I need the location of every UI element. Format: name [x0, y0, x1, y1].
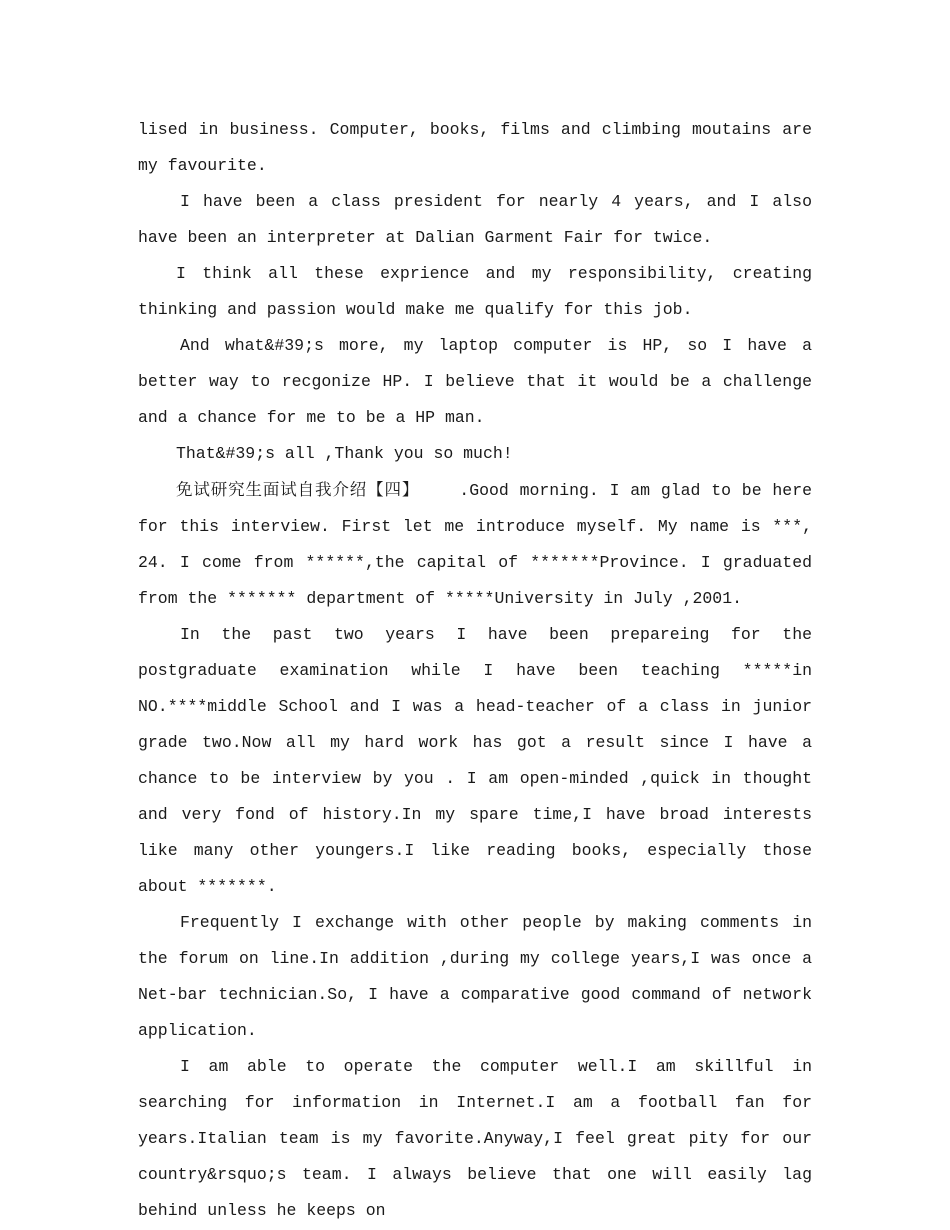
section-heading: 免试研究生面试自我介绍【四】 — [176, 480, 420, 499]
paragraph-9: I am able to operate the computer well.I am skillful in searching for information in Internet.I am a football fan for years.Italian team is my favorite.Anyway,I feel great pity for our country&rsquo;s team. I always believe that one will easily lag behind unless he keeps on — [138, 1057, 812, 1220]
paragraph-2: I have been a class president for nearly 4 years, and I also have been an interpreter at Dalian Garment Fair for twice. — [138, 192, 812, 247]
paragraph-7: In the past two years I have been prepareing for the postgraduate examination while I have been teaching *****in NO.****middle School and I was a head-teacher of a class in junior grade two.Now all my hard work has got a result since I have a chance to be interview by you . I am open-minded ,quick in thought and very fond of history.In my spare time,I have broad interests like many other youngers.I like reading books, especially those about *******. — [138, 625, 812, 896]
paragraph-5: That&#39;s all ,Thank you so much! — [176, 444, 513, 463]
paragraph-3: I think all these exprience and my responsibility, creating thinking and passion would make me qualify for this job. — [138, 264, 812, 319]
paragraph-4: And what&#39;s more, my laptop computer is HP, so I have a better way to recgonize HP. I believe that it would be a challenge and a chance for me to be a HP man. — [138, 336, 812, 427]
paragraph-1: lised in business. Computer, books, films and climbing moutains are my favourite. — [138, 120, 812, 175]
document-page — [138, 112, 812, 1229]
paragraph-6-text: .Good morning. I am glad to be here for this interview. First let me introduce myself. My name is ***, 24. I come from ******,the capital of *******Province. I graduated from the ******* department of *****University in July ,2001. — [138, 481, 812, 608]
paragraph-8: Frequently I exchange with other people by making comments in the forum on line.In addition ,during my college years,I was once a Net-bar technician.So, I have a comparative good command of network application. — [138, 913, 812, 1040]
paragraph-6 — [138, 472, 812, 617]
